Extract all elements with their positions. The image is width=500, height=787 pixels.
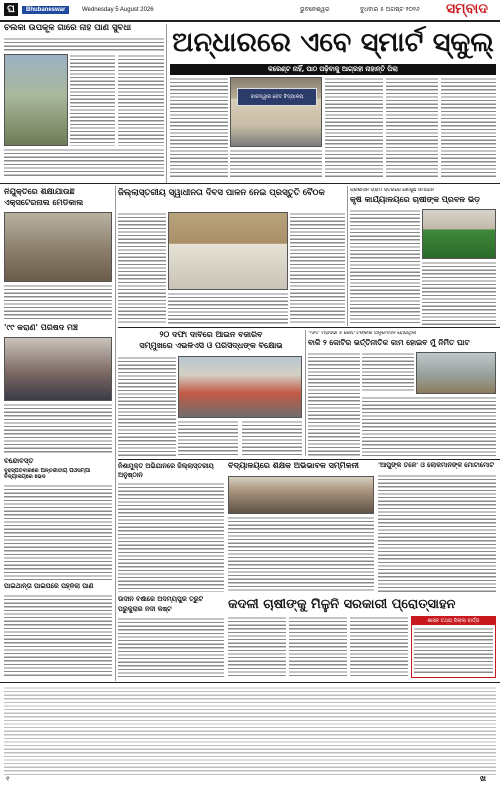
page-letter-badge <box>4 3 18 16</box>
left-column-body <box>4 484 112 580</box>
training-photo <box>4 337 112 401</box>
section-rule-3 <box>118 459 500 460</box>
bottom-info-box <box>411 616 496 678</box>
krishi-body-col1 <box>350 209 420 325</box>
teacher-body <box>228 516 374 592</box>
footer-mark: ଖ <box>480 774 486 783</box>
bridge-kicker: '୨୬ଦି' ମହାସଭା ୫ କୋଟି ଟଙ୍କାର ଅନୁମୋଦନ ହୋଇଥିଲା <box>308 331 417 336</box>
school-subhead: ଏକ୍ସଟେରନାଲ ମେଡିକାଲ <box>4 199 84 207</box>
lead-headline: ଅନ୍ଧାରରେ ଏବେ ସ୍ମାର୍ଟ ସ୍କୁଲ୍ <box>172 27 494 58</box>
rally-subhead: ସମ୍ମୁଖରେ ଏଭଳିଏସି ଓ ପରିସିଦ୍ଧଙ୍କ ବିକ୍ଷୋଭ <box>139 342 283 350</box>
training-body <box>4 403 112 455</box>
top-left-body-4 <box>4 148 164 176</box>
health-headline: ନିଶାମୁକ୍ତ ଅଭିଯାନରେ ଜିଲ୍ଲାସ୍ତରୀୟ ଅନୁଷ୍ଠାନ <box>118 462 214 479</box>
lead-photo-signboard <box>237 88 317 106</box>
meeting-headline: ଜିଲ୍ଲାସ୍ତରୀୟ ସ୍ୱାଧୀନତା ଦିବସ ପାଳନ ନେଇ ପ୍ରସ୍ତୁତି ବୈଠକ <box>118 188 325 198</box>
top-left-photo <box>4 54 68 146</box>
meeting-body-col1 <box>118 212 166 324</box>
page-letter: ଘ <box>7 4 15 15</box>
meeting-body-col3 <box>290 212 345 324</box>
bottom-body-col2 <box>289 616 347 678</box>
lead-subhead <box>170 64 496 75</box>
lead-body-col4 <box>386 77 438 179</box>
bottom-headline: କଦଳୀ ଚାଷୀଙ୍କୁ ମିଳୁନି ସରକାରୀ ପ୍ରୋତ୍ସାହନ <box>228 597 456 612</box>
newspaper-logo: ସମ୍ବାଦ <box>446 1 488 17</box>
school-photo <box>4 212 112 282</box>
left-column-third-headline: ପାଇଥାନ୍ତା ପାଇପରେ ପହ୍ନିଲା ପାଣି <box>4 583 94 590</box>
lead-photo <box>230 77 322 147</box>
masthead-date-odia: ବୁଧବାର ୫ ଅଗଷ୍ଟ ୨୦୨୬ <box>360 6 420 13</box>
library-headline: 'ଆପୁଙ୍କ ତଳେ' ଓ ଲୋକମାନଙ୍କ ମୋଟାମୋଟି <box>378 462 494 469</box>
column-divider-rally <box>305 330 306 456</box>
left-column-subhead: ବୃହସ୍ପତିବାରରେ ଅନ୍ତର୍ଜାତୀୟ ପିଓସମ୍ପୀ ବିଦ୍ୟାଳୟରେ ଭେଦ <box>4 468 91 481</box>
edition-label: Bhubaneswar <box>22 6 69 14</box>
masthead-date: Wednesday 5 August 2026 <box>82 7 154 13</box>
footer-strip <box>4 686 496 776</box>
bridge-body-col1 <box>308 352 360 456</box>
teacher-headline: ବିଦ୍ୟାଳୟରେ ଶିକ୍ଷକ ଅଭିଭାବକ ସମ୍ମିଳନୀ <box>228 462 359 470</box>
krishi-headline: କୃଷି କାର୍ଯ୍ୟାଳୟରେ ଚାଷୀଙ୍କ ପ୍ରବଳ ଭିଡ଼ <box>350 196 481 204</box>
left-column-third-body <box>4 594 112 678</box>
lead-body-col3 <box>325 77 383 179</box>
bridge-body-col2 <box>362 352 414 392</box>
school-headline: ନିଯୁକ୍ତିରେ ଶିକ୍ଷାଯାଉଛି <box>4 188 75 196</box>
column-divider-left <box>115 186 116 681</box>
rally-photo <box>178 356 302 418</box>
column-divider-mid <box>347 186 348 326</box>
drainage-subhead: ପରୁକୁରାର ନଦୀ କଷ୍ଟ <box>118 606 172 613</box>
lead-body-col2 <box>230 149 322 179</box>
library-body <box>378 474 496 592</box>
lead-body-col1 <box>170 77 228 179</box>
bridge-body-col3 <box>362 396 496 456</box>
training-headline: '୯୯ କରାଣ' ପରିଷଦ ମଞ୍ଚ <box>4 324 78 332</box>
top-left-body-3 <box>118 54 164 146</box>
lead-subhead-text: କରେଣ୍ଟ ନାହିଁ, ପାଠ ପଢ଼ିବାକୁ ଆଗ୍ରହୀ ନାହାନ୍ତି ପିଲା <box>268 65 398 73</box>
lead-photo-caption: ବାରଦ୍ୱାର ବେଦ ବିଦ୍ୟାଳୟ <box>250 94 304 100</box>
left-column-headline: ବନ୍ଦୋବସ୍ତ <box>4 458 34 465</box>
rally-body-col3 <box>242 420 302 456</box>
column-divider <box>166 24 167 184</box>
bottom-info-box-title: ଶାସନ ତଥ୍ୟ ଜିଲ୍ଲା ବାର୍ତ୍ତା <box>412 617 495 625</box>
school-body <box>4 284 112 320</box>
footer-page-number: ୧ <box>6 775 10 783</box>
bridge-headline: ବାକି ୨ କୋଟିର ଭର୍ତ୍ତିନୀତିକ କାମ ହୋଇବ ମୁଁ ନିର୍ମିତ ଘାଟ <box>308 339 470 347</box>
section-label: ଭୁବନେଶ୍ୱର <box>300 6 330 13</box>
bottom-info-box-body <box>414 627 493 675</box>
krishi-kicker: ପ୍ରଶାସନ ଗ୍ରାମ ସ୍ତରରେ ଖୋଜୁଛି ସମାଧାନ <box>350 188 435 193</box>
rally-headline: ୨୦ ଦଫା ଦାବିରେ ଆଇନ ବଜାରିବ <box>159 331 263 339</box>
health-body <box>118 482 224 592</box>
krishi-photo <box>422 209 496 259</box>
rally-body-col2 <box>178 420 238 456</box>
rally-body-col1 <box>118 356 176 456</box>
masthead <box>0 0 500 20</box>
bridge-photo <box>416 352 496 394</box>
top-left-body-2 <box>70 54 115 146</box>
drainage-headline: ଉଦୀନ ବର୍ଷାରେ ଅଦମ୍ୟପୁର ତ୍ରୁଟି <box>118 596 204 603</box>
bottom-body-col3 <box>350 616 408 678</box>
meeting-photo <box>168 212 288 290</box>
section-rule-2 <box>118 327 500 328</box>
masthead-rule <box>0 20 500 22</box>
teacher-photo <box>228 476 374 514</box>
drainage-body <box>118 617 224 679</box>
meeting-body-col2 <box>168 292 288 324</box>
bottom-body-col1 <box>228 616 286 678</box>
section-rule-1 <box>0 183 500 184</box>
krishi-body-col2 <box>422 261 496 325</box>
lead-body-col5 <box>441 77 496 179</box>
top-left-body <box>4 37 164 53</box>
top-left-headline: ଚିଲିକା ଉପକୂଳ ଗାଁରେ ନାହିଁ ପାଣି ସୁବିଧା <box>4 24 132 33</box>
footer-rule <box>0 682 500 683</box>
